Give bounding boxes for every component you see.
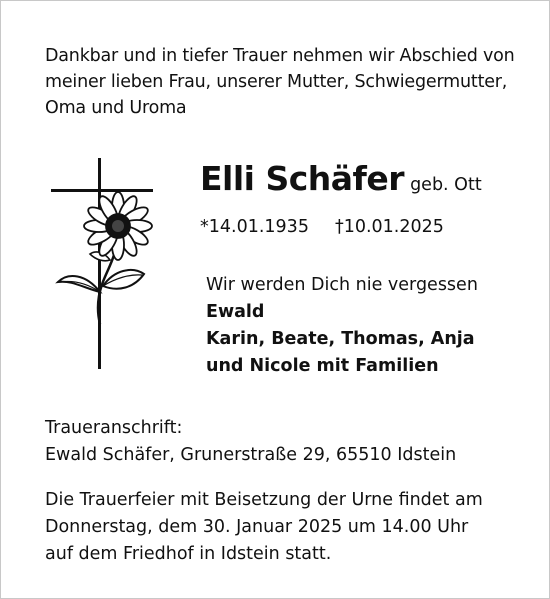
deceased-name: Elli Schäfer (200, 159, 405, 198)
address-label: Traueranschrift: (45, 418, 183, 438)
mourner-name: Ewald (206, 302, 265, 322)
intro-line: meiner lieben Frau, unserer Mutter, Schwiegermutter, (45, 72, 508, 92)
ceremony-line: auf dem Friedhof in Idstein statt. (45, 544, 332, 564)
mourners-tagline: Wir werden Dich nie vergessen (206, 275, 478, 295)
birth-date: *14.01.1935 (200, 217, 309, 237)
ceremony-line: Die Trauerfeier mit Beisetzung der Urne findet am (45, 490, 483, 510)
cross-with-sunflower-icon (46, 156, 166, 371)
mourning-address (45, 415, 456, 469)
intro-line: Dankbar und in tiefer Trauer nehmen wir Abschied von (45, 46, 515, 66)
intro-text (45, 43, 535, 121)
birth-name: geb. Ott (410, 175, 482, 195)
ceremony-line: Donnerstag, dem 30. Januar 2025 um 14.00 Uhr (45, 517, 469, 537)
ceremony-info (45, 487, 483, 568)
address-line: Ewald Schäfer, Grunerstraße 29, 65510 Idstein (45, 445, 457, 465)
death-date: †10.01.2025 (334, 217, 444, 237)
deceased-name-row (200, 159, 482, 198)
intro-line: Oma und Uroma (45, 98, 187, 118)
mourner-names: Karin, Beate, Thomas, Anja (206, 329, 475, 349)
mourners-block (206, 272, 478, 380)
mourner-names: und Nicole mit Familien (206, 356, 439, 376)
life-dates (200, 217, 444, 237)
